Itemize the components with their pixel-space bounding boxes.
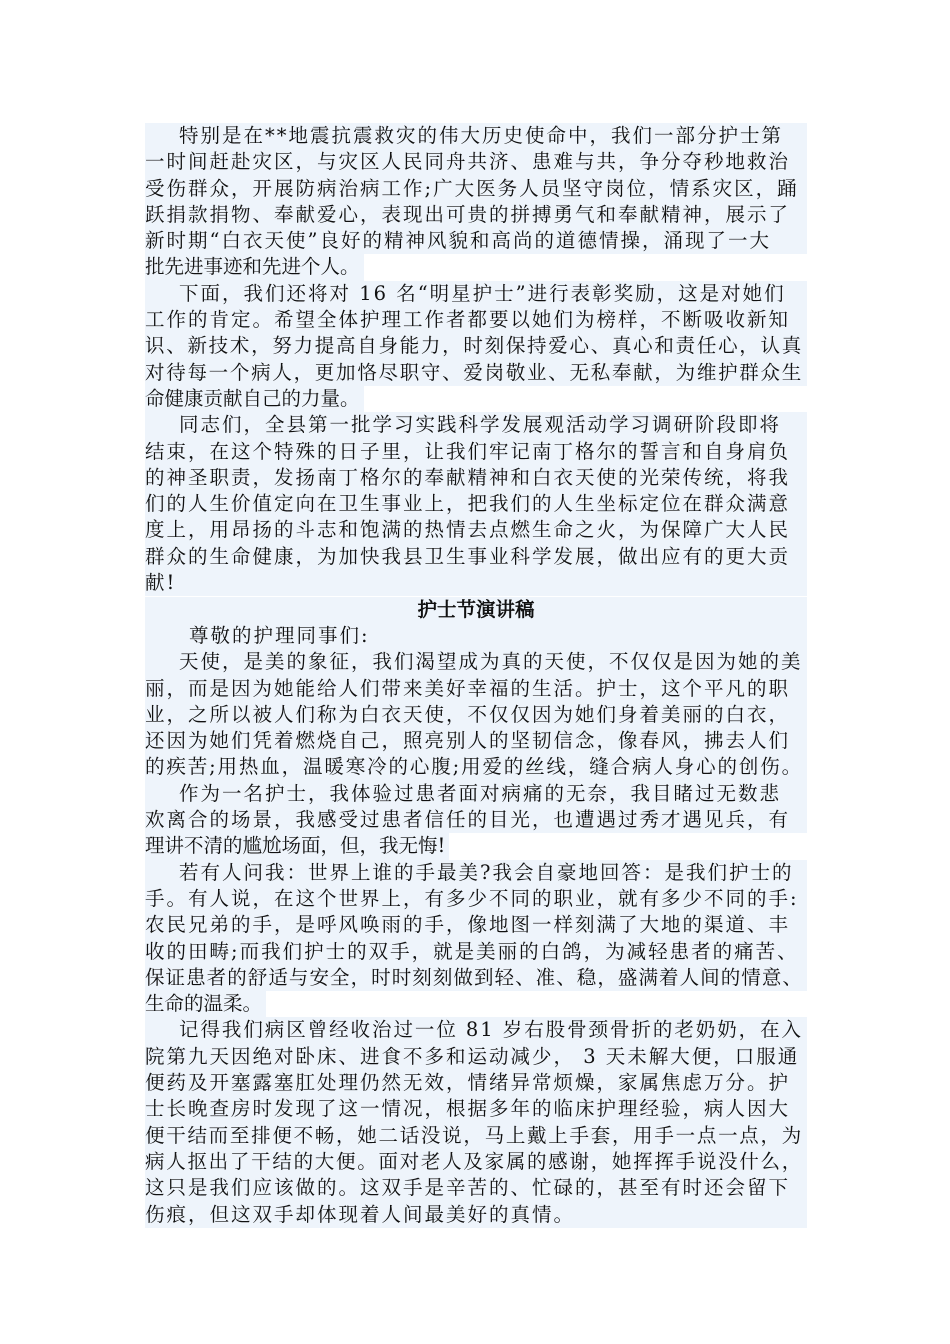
text-line: 丽，而是因为她能给人们带来美好幸福的生活。护士，这个平凡的职 [145,676,807,702]
text-line: 特别是在**地震抗震救灾的伟大历史使命中，我们一部分护士第 [145,123,807,149]
text-line: 对待每一个病人，更加恪尽职守、爱岗敬业、无私奉献，为维护群众生 [145,360,807,386]
text-line: 便药及开塞露塞肛处理仍然无效，情绪异常烦燥，家属焦虑万分。护 [145,1070,807,1096]
text-line: 这只是我们应该做的。这双手是辛苦的、忙碌的，甚至有时还会留下 [145,1175,807,1201]
nurse-day-speech-section [145,597,807,1228]
text-line: 一时间赶赴灾区，与灾区人民同舟共济、患难与共，争分夺秒地救治 [145,149,807,175]
text-line: 收的田畴;而我们护士的双手，就是美丽的白鸽，为减轻患者的痛苦、 [145,939,807,965]
text-line: 工作的肯定。希望全体护理工作者都要以她们为榜样，不断吸收新知 [145,307,807,333]
text-line: 下面，我们还将对 16 名“明星护士”进行表彰奖励，这是对她们 [145,281,807,307]
text-line: 作为一名护士，我体验过患者面对病痛的无奈，我目睹过无数悲 [145,781,807,807]
text-line: 献! [145,570,807,596]
text-line: 业，之所以被人们称为白衣天使，不仅仅因为她们身着美丽的白衣， [145,702,807,728]
text-line: 群众的生命健康，为加快我县卫生事业科学发展，做出应有的更大贡 [145,544,807,570]
text-line: 们的人生价值定向在卫生事业上，把我们的人生坐标定位在群众满意 [145,491,807,517]
text-line: 的神圣职责，发扬南丁格尔的奉献精神和白衣天使的光荣传统，将我 [145,465,807,491]
greeting-line: 尊敬的护理同事们: [145,623,807,649]
text-line: 跃捐款捐物、奉献爱心，表现出可贵的拼搏勇气和奉献精神，展示了 [145,202,807,228]
text-line: 病人抠出了干结的大便。面对老人及家属的感谢，她挥挥手说没什么， [145,1149,807,1175]
text-line: 若有人问我：世界上谁的手最美?我会自豪地回答：是我们护士的 [145,860,807,886]
text-line: 还因为她们凭着燃烧自己，照亮别人的坚韧信念，像春风，拂去人们 [145,728,807,754]
speech-title: 护士节演讲稿 [145,597,807,623]
text-line: 天使，是美的象征，我们渴望成为真的天使，不仅仅是因为她的美 [145,649,807,675]
text-line: 理讲不清的尴尬场面，但，我无悔! [145,833,449,859]
text-line: 受伤群众，开展防病治病工作;广大医务人员坚守岗位，情系灾区，踊 [145,176,807,202]
text-line: 生命的温柔。 [145,991,266,1017]
text-line: 保证患者的舒适与安全，时时刻刻做到轻、准、稳，盛满着人间的情意、 [145,965,807,991]
text-line: 院第九天因绝对卧床、进食不多和运动减少， 3 天未解大便，口服通 [145,1044,807,1070]
text-line: 手。有人说，在这个世界上，有多少不同的职业，就有多少不同的手: [145,886,807,912]
text-line: 同志们，全县第一批学习实践科学发展观活动学习调研阶段即将 [145,412,807,438]
text-line: 新时期“白衣天使”良好的精神风貌和高尚的道德情操，涌现了一大 [145,228,807,254]
text-line: 的疾苦;用热血，温暖寒冷的心腹;用爱的丝线，缝合病人身心的创伤。 [145,754,807,780]
text-line: 便干结而至排便不畅，她二话没说，马上戴上手套，用手一点一点，为 [145,1123,807,1149]
text-line: 记得我们病区曾经收治过一位 81 岁右股骨颈骨折的老奶奶，在入 [145,1017,807,1043]
speech-conclusion-section [145,123,807,596]
text-line: 欢离合的场景，我感受过患者信任的目光，也遭遇过秀才遇见兵，有 [145,807,807,833]
text-line: 农民兄弟的手，是呼风唤雨的手，像地图一样刻满了大地的渠道、丰 [145,912,807,938]
text-line: 伤痕，但这双手却体现着人间最美好的真情。 [145,1202,807,1228]
text-line: 士长晚查房时发现了这一情况，根据多年的临床护理经验，病人因大 [145,1096,807,1122]
text-line: 命健康贡献自己的力量。 [145,386,364,412]
text-line: 识、新技术，努力提高自身能力，时刻保持爱心、真心和责任心，认真 [145,333,807,359]
text-line: 批先进事迹和先进个人。 [145,254,364,280]
text-line: 结束，在这个特殊的日子里，让我们牢记南丁格尔的誓言和自身肩负 [145,439,807,465]
text-line: 度上，用昂扬的斗志和饱满的热情去点燃生命之火，为保障广大人民 [145,517,807,543]
